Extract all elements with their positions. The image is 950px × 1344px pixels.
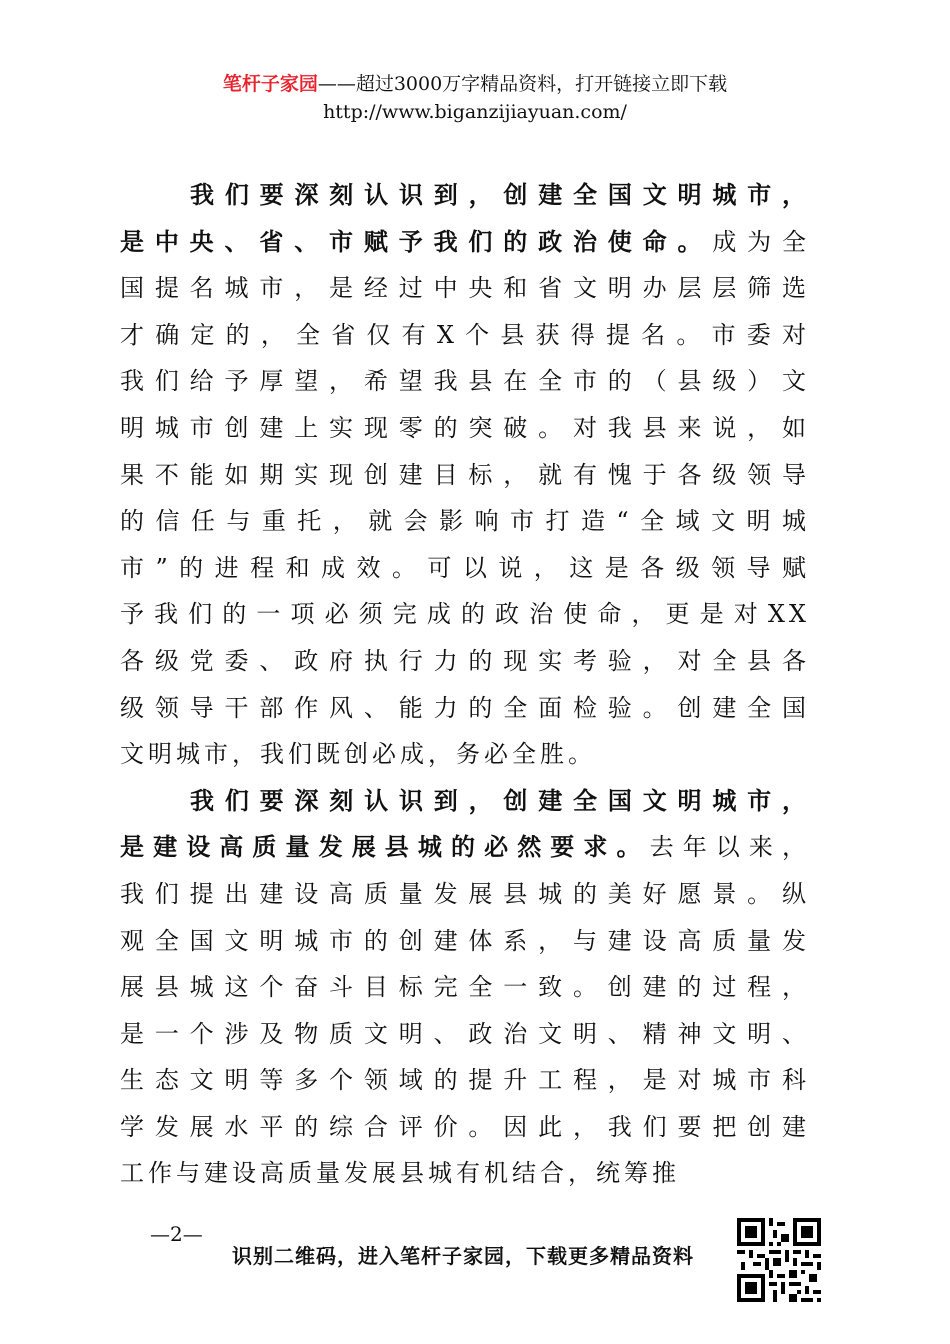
- text-segment: 级领导干部作风、能力的全面检验。创建全国: [120, 693, 810, 722]
- text-line: [120, 778, 810, 825]
- text-line: [120, 591, 810, 638]
- text-segment: 国提名城市，是经过中央和省文明办层层筛选: [120, 274, 810, 303]
- text-segment: 展县城这个奋斗目标完全一致。创建的过程，: [120, 973, 810, 1002]
- text-segment: 予我们的一项必须完成的政治使命，更是对XX: [120, 600, 810, 629]
- text-segment: 才确定的，全省仅有X个县获得提名。市委对: [120, 320, 810, 349]
- page-number: —2—: [150, 1222, 203, 1246]
- text-segment: 生态文明等多个领域的提升工程，是对城市科: [120, 1066, 810, 1095]
- text-segment: 工作与建设高质量发展县城有机结合，统筹推: [120, 1159, 680, 1188]
- text-line: [120, 1011, 810, 1058]
- text-segment: 去年以来，: [649, 833, 811, 862]
- text-segment: 是一个涉及物质文明、政治文明、精神文明、: [120, 1019, 810, 1048]
- text-segment: 学发展水平的综合评价。因此，我们要把创建: [120, 1112, 810, 1141]
- text-line: [120, 638, 810, 685]
- text-line: [120, 265, 810, 312]
- text-segment: 我们提出建设高质量发展县城的美好愿景。纵: [120, 879, 810, 908]
- text-line: [120, 918, 810, 965]
- page-header: [0, 70, 950, 126]
- text-line: [120, 358, 810, 405]
- text-line: [120, 871, 810, 918]
- footer-caption: 识别二维码，进入笔杆子家园，下载更多精品资料: [232, 1244, 694, 1268]
- header-slogan: ——超过3000万字精品资料，打开链接立即下载: [317, 73, 728, 95]
- text-line: [120, 685, 810, 732]
- document-body: [120, 172, 810, 1197]
- bold-text-segment: 我们要深刻认识到，创建全国文明城市，: [190, 785, 810, 815]
- text-line: [120, 219, 810, 266]
- text-line: [120, 172, 810, 219]
- text-line: [120, 1104, 810, 1151]
- bold-text-segment: 我们要深刻认识到，创建全国文明城市，: [190, 180, 810, 209]
- text-line: [120, 545, 810, 592]
- header-url[interactable]: http://www.biganzijiayuan.com/: [323, 101, 627, 123]
- text-segment: 明城市创建上实现零的突破。对我县来说，如: [120, 413, 810, 442]
- text-segment: 市”的进程和成效。可以说，这是各级领导赋: [120, 553, 810, 582]
- text-line: [120, 731, 810, 778]
- qr-code-icon[interactable]: [737, 1218, 821, 1302]
- text-line: [120, 824, 810, 871]
- text-segment: 成为全: [712, 227, 811, 256]
- text-line: [120, 405, 810, 452]
- text-line: [120, 452, 810, 499]
- text-segment: 的信任与重托，就会影响市打造“全域文明城: [120, 507, 810, 536]
- text-line: [120, 312, 810, 359]
- text-line: [120, 964, 810, 1011]
- text-segment: 各级党委、政府执行力的现实考验，对全县各: [120, 646, 810, 675]
- text-segment: 我们给予厚望，希望我县在全市的（县级）文: [120, 367, 810, 396]
- text-segment: 观全国文明城市的创建体系，与建设高质量发: [120, 926, 810, 955]
- bold-text-segment: 是中央、省、市赋予我们的政治使命。: [120, 226, 713, 256]
- text-line: [120, 1150, 810, 1197]
- text-line: [120, 498, 810, 545]
- text-segment: 果不能如期实现创建目标，就有愧于各级领导: [120, 460, 810, 489]
- text-segment: 文明城市，我们既创必成，务必全胜。: [120, 740, 596, 769]
- brand-name: 笔杆子家园: [222, 73, 318, 95]
- bold-text-segment: 是建设高质量发展县城的必然要求。: [120, 832, 650, 862]
- text-line: [120, 1057, 810, 1104]
